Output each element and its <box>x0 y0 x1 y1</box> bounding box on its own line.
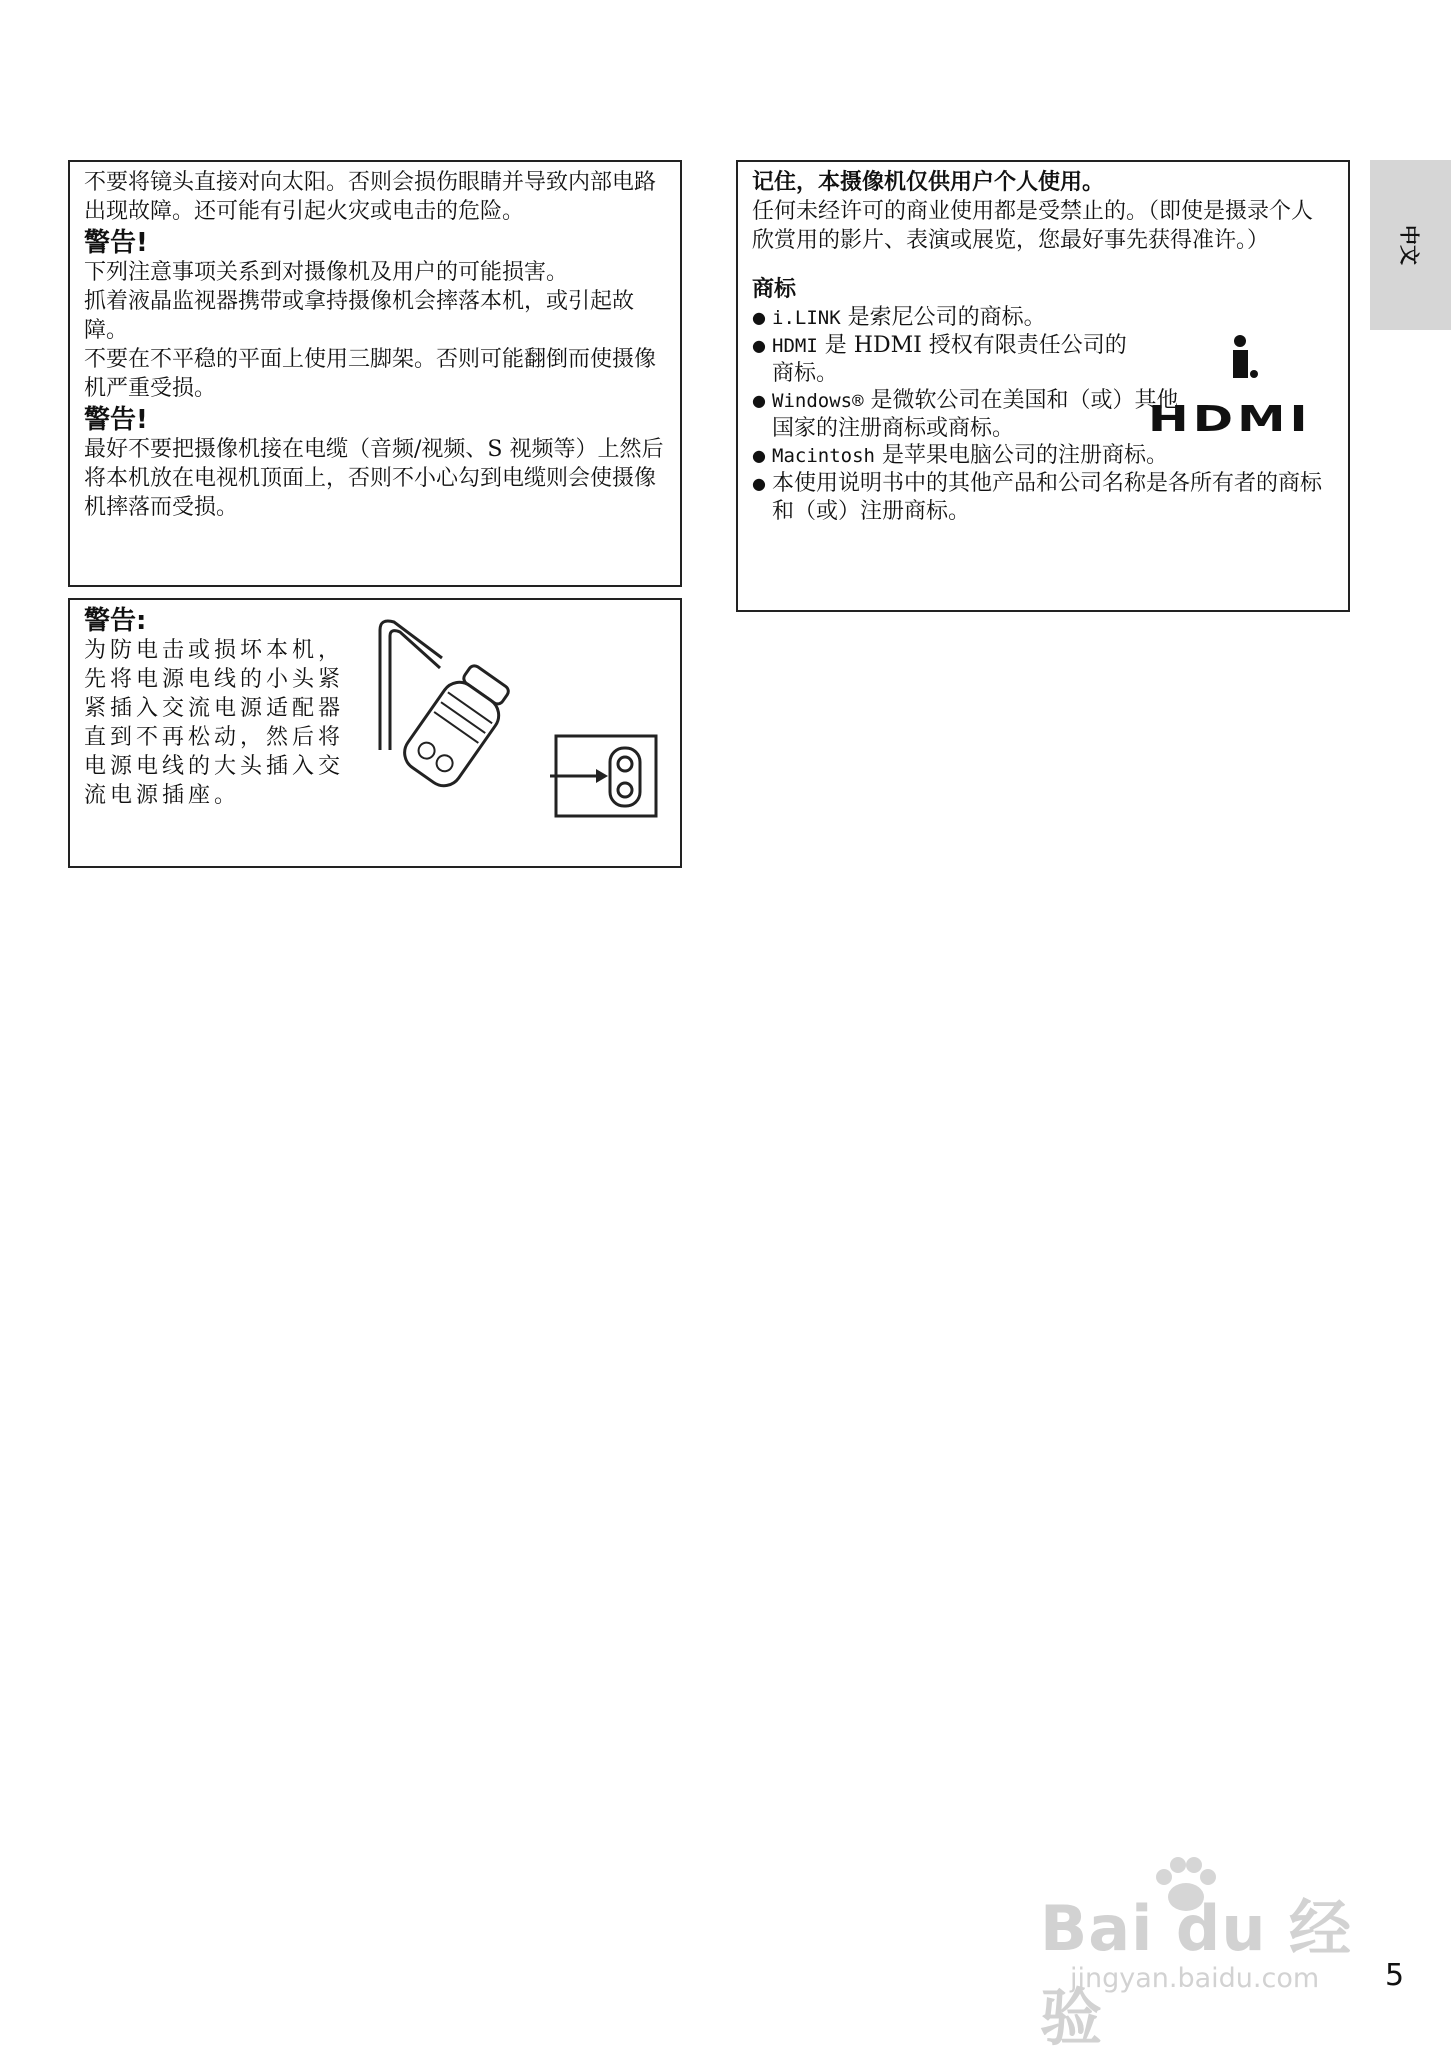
lcd-carry-text: 抓着液晶监视器携带或拿持摄像机会摔落本机，或引起故障。 <box>84 289 635 343</box>
warning-heading: 警告! <box>84 228 148 258</box>
warning-heading: 警告: <box>84 606 147 636</box>
language-tab-label: 中文 <box>1397 225 1421 265</box>
damage-notice-text: 下列注意事项关系到对摄像机及用户的可能损害。 <box>84 260 569 285</box>
personal-use-text: 任何未经许可的商业使用都是受禁止的。（即使是摄录个人欣赏用的影片、表演或展览，您最好事先获得准许。） <box>752 199 1314 253</box>
hdmi-logo: HDMI <box>1148 399 1312 440</box>
tripod-text: 不要在不平稳的平面上使用三脚架。否则可能翻倒而使摄像机严重受损。 <box>84 347 657 401</box>
safety-notice-box <box>68 160 682 587</box>
power-cord-warning-box <box>68 598 682 868</box>
warning-heading: 警告! <box>84 405 148 435</box>
watermark-url: jingyan.baidu.com <box>1070 1963 1320 1994</box>
ilink-logo-icon <box>1230 334 1260 382</box>
list-item: ● i.LINK 是索尼公司的商标。 <box>752 304 1142 332</box>
baidu-watermark <box>1020 1855 1360 2054</box>
trademark-heading: 商标 <box>752 277 797 302</box>
power-cord-text: 为防电击或损坏本机，先将电源电线的小头紧紧插入交流电源适配器直到不再松动，然后将电源电线的大头插入交流电源插座。 <box>84 638 345 808</box>
personal-use-heading: 记住，本摄像机仅供用户个人使用。 <box>752 170 1105 195</box>
list-item: ● Macintosh 是苹果电脑公司的注册商标。 <box>752 442 1334 470</box>
page-number: 5 <box>1385 1958 1405 1993</box>
power-cord-illustration <box>360 610 670 850</box>
list-item: ● Windows® 是微软公司在美国和（或）其他国家的注册商标或商标。 <box>752 387 1192 442</box>
cable-text: 最好不要把摄像机接在电缆（音频/视频、S 视频等）上然后将本机放在电视机顶面上，否则不小心勾到电缆则会使摄像机摔落而受损。 <box>84 437 664 520</box>
list-item: ● HDMI 是 HDMI 授权有限责任公司的商标。 <box>752 332 1142 387</box>
personal-use-box <box>736 160 1350 612</box>
watermark-brand: Bai du 经验 <box>1040 1892 1353 2054</box>
list-item: ● 本使用说明书中的其他产品和公司名称是各所有者的商标和（或）注册商标。 <box>752 470 1334 525</box>
language-tab <box>1370 160 1451 330</box>
sun-warning-text: 不要将镜头直接对向太阳。否则会损伤眼睛并导致内部电路出现故障。还可能有引起火灾或电击的危险。 <box>84 170 657 224</box>
